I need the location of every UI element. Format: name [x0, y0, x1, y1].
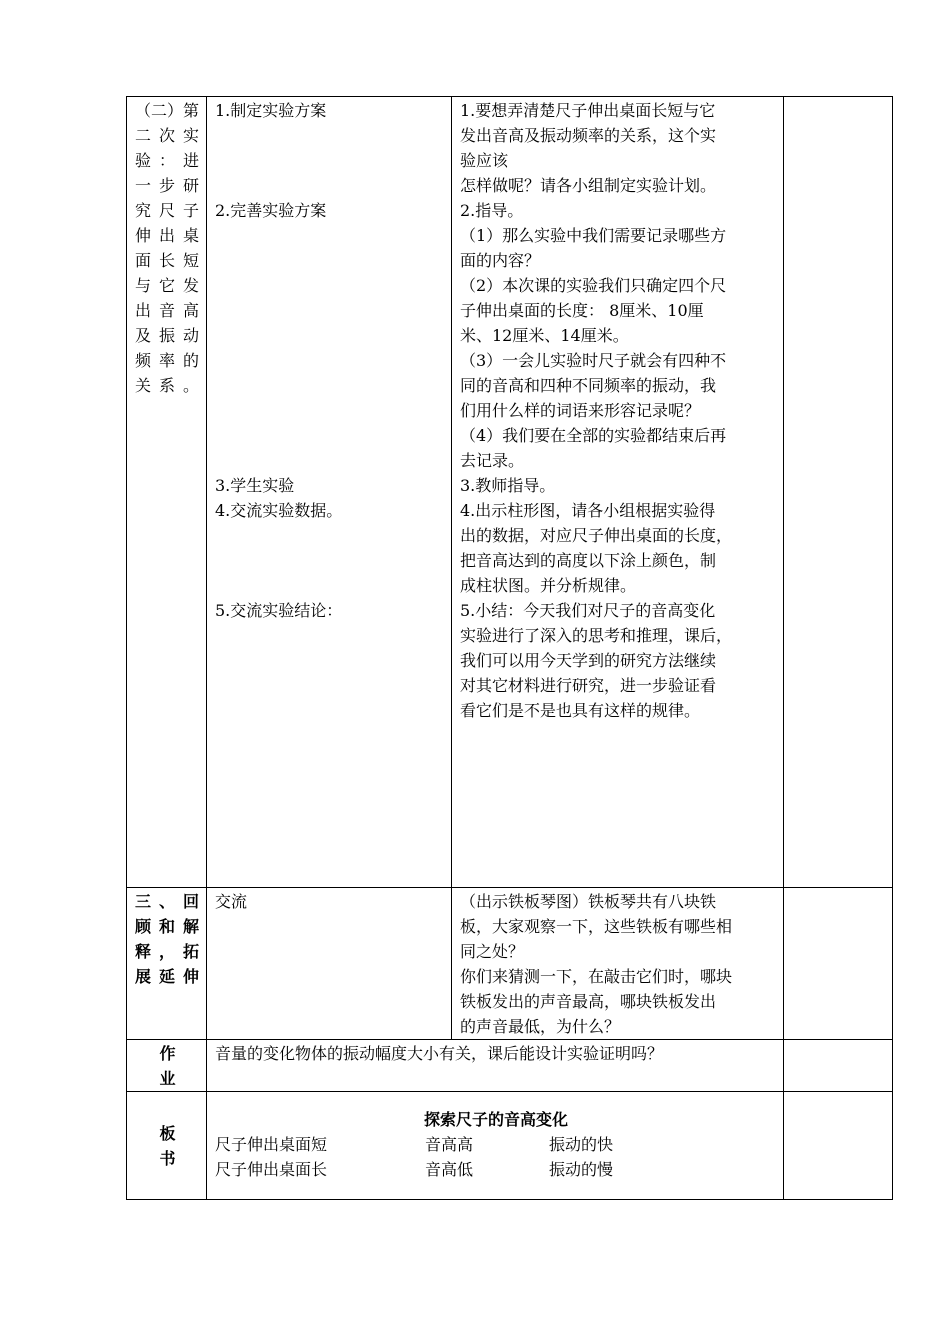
- guide-line: （1）那么实验中我们需要记录哪些方: [460, 226, 727, 245]
- guide-line: （出示铁板琴图）铁板琴共有八块铁: [460, 892, 717, 911]
- activity-item: 5.交流实验结论：: [215, 601, 343, 620]
- notes-cell: [784, 1092, 893, 1200]
- guide-line: 成柱状图。并分析规律。: [460, 576, 637, 595]
- guide-line: 铁板发出的声音最高，哪块铁板发出: [460, 992, 717, 1011]
- guide-line: 5.小结：今天我们对尺子的音高变化: [460, 601, 716, 620]
- guide-line: （2）本次课的实验我们只确定四个尺: [460, 276, 727, 295]
- board-row: [215, 1157, 777, 1182]
- board-label: [127, 1092, 207, 1200]
- guide-line: 出的数据，对应尺子伸出桌面的长度，: [460, 526, 733, 545]
- guide-line: 验应该: [460, 151, 509, 170]
- stage-line: （二）第: [135, 101, 200, 120]
- board-pitch: 音高高: [425, 1135, 474, 1154]
- board-vibration: 振动的快: [549, 1135, 614, 1154]
- stage-cell: [127, 97, 207, 888]
- stage-line: 三、回: [135, 892, 199, 911]
- guide-line: 你们来猜测一下，在敲击它们时，哪块: [460, 967, 733, 986]
- guide-line: 板，大家观察一下，这些铁板有哪些相: [460, 917, 733, 936]
- notes-cell: [784, 1040, 893, 1092]
- guide-line: 同的音高和四种不同频率的振动，我: [460, 376, 717, 395]
- activity-cell: [207, 97, 452, 888]
- stage-line: 伸出桌: [135, 226, 199, 245]
- activity-item: 1.制定实验方案: [215, 101, 327, 120]
- notes-cell: [784, 888, 893, 1040]
- guide-cell: [452, 888, 784, 1040]
- activity-item: 3.学生实验: [215, 476, 295, 495]
- stage-line: 面长短: [135, 251, 199, 270]
- board-row: [215, 1132, 777, 1157]
- label-line: 板: [159, 1124, 176, 1143]
- table-row: [127, 1040, 893, 1092]
- guide-line: 怎样做呢？请各小组制定实验计划。: [460, 176, 717, 195]
- guide-line: 1.要想弄清楚尺子伸出桌面长短与它: [460, 101, 716, 120]
- guide-line: 子伸出桌面的长度： 8厘米、10厘: [460, 301, 704, 320]
- guide-line: 米、12厘米、14厘米。: [460, 326, 629, 345]
- stage-line: 验：进: [135, 151, 199, 170]
- guide-line: 的声音最低，为什么？: [460, 1017, 621, 1036]
- homework-label: [127, 1040, 207, 1092]
- stage-line: 究尺子: [135, 201, 199, 220]
- guide-cell: [452, 97, 784, 888]
- stage-line: 关系。: [135, 376, 199, 395]
- homework-text: [207, 1040, 784, 1092]
- notes-cell: [784, 97, 893, 888]
- guide-line: 对其它材料进行研究，进一步验证看: [460, 676, 717, 695]
- stage-line: 展延伸: [135, 967, 199, 986]
- guide-line: 我们可以用今天学到的研究方法继续: [460, 651, 717, 670]
- table-row: [127, 888, 893, 1040]
- stage-line: 出音高: [135, 301, 199, 320]
- board-vibration: 振动的慢: [549, 1160, 614, 1179]
- table-row: [127, 1092, 893, 1200]
- stage-line: 一步研: [135, 176, 199, 195]
- guide-line: 面的内容？: [460, 251, 541, 270]
- stage-line: 频率的: [135, 351, 199, 370]
- lesson-plan-table: [126, 96, 893, 1200]
- guide-line: 发出音高及振动频率的关系，这个实: [460, 126, 717, 145]
- guide-line: 同之处？: [460, 942, 525, 961]
- stage-line: 及振动: [135, 326, 199, 345]
- label-line: 业: [159, 1069, 176, 1088]
- activity-cell: [207, 888, 452, 1040]
- guide-line: （3）一会儿实验时尺子就会有四种不: [460, 351, 727, 370]
- activity-item: 交流: [215, 892, 248, 911]
- stage-line: 释，拓: [135, 942, 199, 961]
- board-condition: 尺子伸出桌面短: [215, 1135, 328, 1154]
- board-title: 探索尺子的音高变化: [423, 1110, 568, 1129]
- label-line: 书: [159, 1149, 176, 1168]
- stage-line: 二次实: [135, 126, 199, 145]
- activity-item: 2.完善实验方案: [215, 201, 327, 220]
- guide-line: （4）我们要在全部的实验都结束后再: [460, 426, 727, 445]
- table-row: [127, 97, 893, 888]
- board-pitch: 音高低: [425, 1160, 474, 1179]
- guide-line: 3.教师指导。: [460, 476, 556, 495]
- stage-line: 与它发: [135, 276, 199, 295]
- board-content: [207, 1092, 784, 1200]
- label-line: 作: [159, 1044, 176, 1063]
- homework-content: 音量的变化物体的振动幅度大小有关，课后能设计实验证明吗？: [215, 1044, 664, 1063]
- guide-line: 2.指导。: [460, 201, 524, 220]
- guide-line: 实验进行了深入的思考和推理，课后，: [460, 626, 733, 645]
- stage-line: 顾和解: [135, 917, 199, 936]
- guide-line: 看它们是不是也具有这样的规律。: [460, 701, 701, 720]
- guide-line: 4.出示柱形图，请各小组根据实验得: [460, 501, 716, 520]
- guide-line: 们用什么样的词语来形容记录呢？: [460, 401, 701, 420]
- stage-cell: [127, 888, 207, 1040]
- guide-line: 把音高达到的高度以下涂上颜色，制: [460, 551, 717, 570]
- guide-line: 去记录。: [460, 451, 525, 470]
- activity-item: 4.交流实验数据。: [215, 501, 343, 520]
- board-condition: 尺子伸出桌面长: [215, 1160, 328, 1179]
